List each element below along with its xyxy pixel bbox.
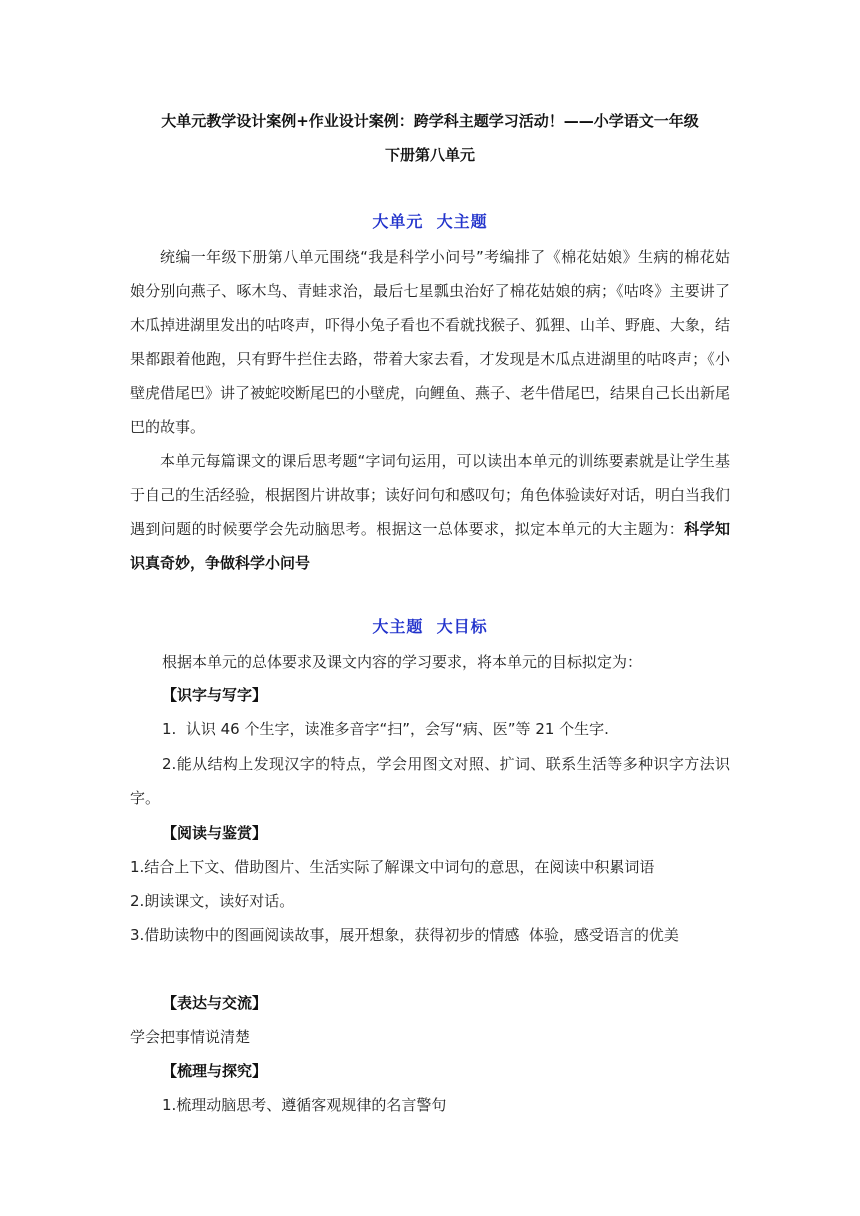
subsection-title-expression: 【表达与交流】 (162, 994, 268, 1012)
literacy-item-1: 1. 认识 46 个生字，读准多音字“扫”，会写“病、医”等 21 个生字. (162, 720, 609, 738)
unit-theme-paragraph (130, 444, 730, 580)
reading-item-3: 3.借助读物中的图画阅读故事，展开想象，获得初步的情感 体验，感受语言的优美 (130, 926, 679, 944)
subsection-title-exploration: 【梳理与探究】 (162, 1062, 268, 1080)
unit-theme-bold: 科学知识真奇妙，争做科学小问号 (130, 520, 730, 572)
goal-intro: 根据本单元的总体要求及课文内容的学习要求，将本单元的目标拟定为： (162, 653, 643, 671)
expression-item-1: 学会把事情说清楚 (130, 1028, 251, 1046)
section-heading-big-goal: 大主题 大目标 (372, 617, 488, 636)
subsection-title-reading: 【阅读与鉴赏】 (162, 824, 268, 842)
subsection-title-literacy: 【识字与写字】 (162, 686, 268, 704)
unit-theme-text: 本单元每篇课文的课后思考题“字词句运用，可以读出本单元的训练要素就是让学生基于自己的生活经验，根据图片讲故事；读好问句和感叹句；角色体验读好对话，明白当我们遇到问题的时候要学会先动脑思考。根据这一总体要求，拟定本单元的大主题为： (130, 452, 731, 538)
document-title-line1: 大单元教学设计案例+作业设计案例：跨学科主题学习活动！——小学语文一年级 (161, 112, 699, 130)
document-title-line2: 下册第八单元 (384, 146, 475, 164)
exploration-item-1: 1.梳理动脑思考、遵循客观规律的名言警句 (162, 1096, 447, 1114)
reading-item-1: 1.结合上下文、借助图片、生活实际了解课文中词句的意思，在阅读中积累词语 (130, 858, 655, 876)
literacy-item-2: 2.能从结构上发现汉字的特点，学会用图文对照、扩词、联系生活等多种识字方法识字。 (130, 755, 730, 807)
reading-item-2: 2.朗读课文，读好对话。 (130, 892, 295, 910)
unit-overview-paragraph: 统编一年级下册第八单元围绕“我是科学小问号”考编排了《棉花姑娘》生病的棉花姑娘分别向燕子、啄木鸟、青蛙求治，最后七星瓢虫治好了棉花姑娘的病；《咕咚》主要讲了木瓜掉进湖里发出的咕咚声，吓得小兔子看也不看就找猴子、狐狸、山羊、野鹿、大象，结果都跟着他跑，只有野牛拦住去路，带着大家去看，才发现是木瓜点进湖里的咕咚声；《小壁虎借尾巴》讲了被蛇咬断尾巴的小壁虎，向鲤鱼、燕子、老牛借尾巴，结果自己长出新尾巴的故事。 (130, 248, 731, 436)
section-heading-big-unit: 大单元 大主题 (372, 212, 488, 231)
